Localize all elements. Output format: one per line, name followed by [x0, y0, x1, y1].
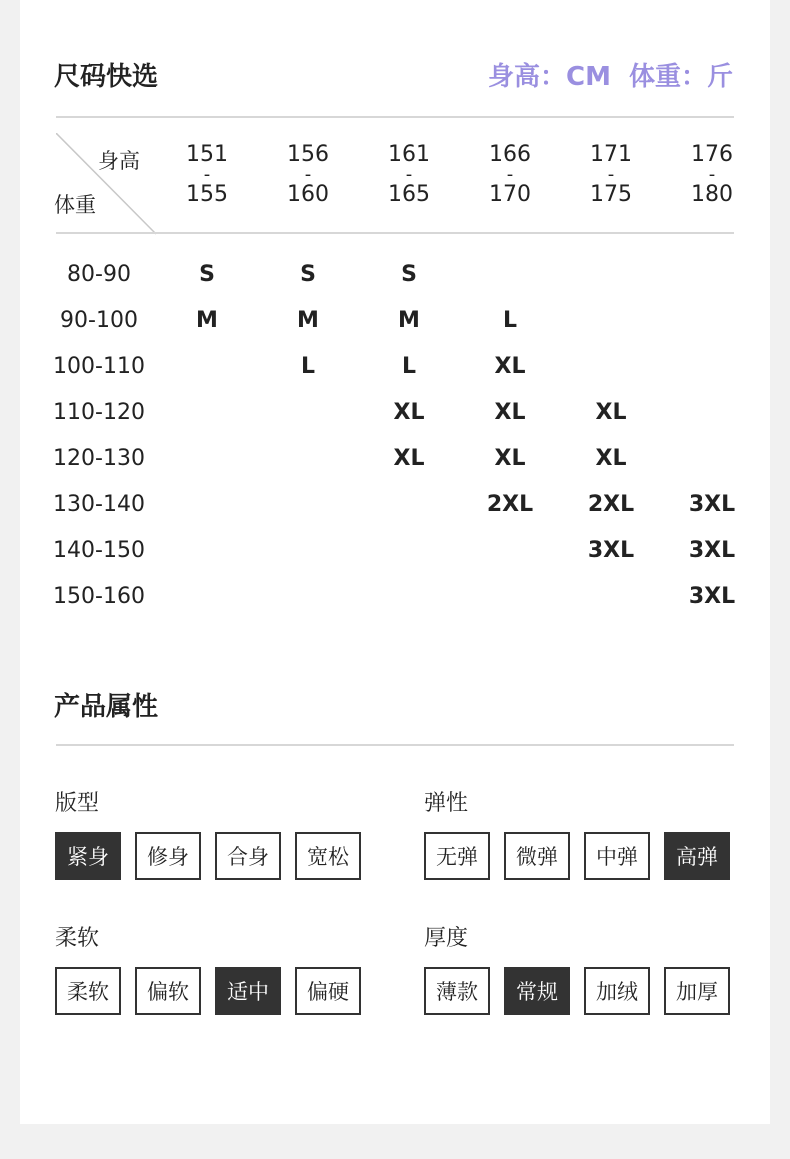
height-column-header	[268, 143, 348, 207]
attribute-option[interactable]: 偏硬	[295, 967, 361, 1015]
height-range-to: 160	[287, 182, 329, 207]
height-range-to: 180	[691, 182, 733, 207]
attribute-option[interactable]: 加绒	[584, 967, 650, 1015]
height-column-header	[571, 143, 651, 207]
size-cell: M	[398, 308, 420, 333]
height-range-sep: -	[405, 164, 413, 185]
size-cell: 3XL	[587, 538, 635, 563]
corner-height-label: 身高	[98, 149, 140, 173]
height-column-header	[672, 143, 752, 207]
weight-range-label: 100-110	[53, 354, 145, 379]
weight-range-label: 110-120	[53, 400, 145, 425]
attribute-option[interactable]: 修身	[135, 832, 201, 880]
attribute-option[interactable]: 薄款	[424, 967, 490, 1015]
height-range-sep: -	[708, 164, 716, 185]
size-cell: 3XL	[688, 538, 736, 563]
attribute-option[interactable]: 中弹	[584, 832, 650, 880]
weight-range-label: 130-140	[53, 492, 145, 517]
height-range-from: 176	[691, 142, 733, 167]
attribute-option[interactable]: 宽松	[295, 832, 361, 880]
height-range-to: 165	[388, 182, 430, 207]
weight-range-label: 80-90	[67, 262, 131, 287]
height-range-sep: -	[506, 164, 514, 185]
height-column-header	[167, 143, 247, 207]
height-unit-label: 身高：CM	[488, 62, 611, 92]
height-column-header	[470, 143, 550, 207]
size-cell: M	[196, 308, 218, 333]
size-cell: XL	[595, 400, 627, 425]
weight-range-label: 140-150	[53, 538, 145, 563]
divider	[56, 744, 734, 746]
attribute-option-selected[interactable]: 常规	[504, 967, 570, 1015]
weight-range-label: 90-100	[60, 308, 138, 333]
size-chart-title: 尺码快选	[54, 62, 159, 92]
weight-range-label: 120-130	[53, 446, 145, 471]
height-range-sep: -	[607, 164, 615, 185]
size-cell: XL	[393, 446, 425, 471]
attribute-option[interactable]: 柔软	[55, 967, 121, 1015]
attribute-label: 版型	[55, 791, 100, 816]
size-cell: L	[401, 354, 417, 379]
size-cell: 3XL	[688, 492, 736, 517]
size-cell: 2XL	[587, 492, 635, 517]
divider	[56, 232, 734, 234]
attribute-option[interactable]: 偏软	[135, 967, 201, 1015]
height-range-to: 155	[186, 182, 228, 207]
size-cell: XL	[494, 354, 526, 379]
product-detail-card	[20, 0, 770, 1124]
height-range-from: 161	[388, 142, 430, 167]
height-column-header	[369, 143, 449, 207]
attribute-label: 弹性	[424, 791, 469, 816]
size-cell: XL	[595, 446, 627, 471]
attribute-option[interactable]: 加厚	[664, 967, 730, 1015]
attribute-option[interactable]: 无弹	[424, 832, 490, 880]
height-range-from: 166	[489, 142, 531, 167]
size-cell: XL	[494, 400, 526, 425]
unit-legend	[488, 56, 733, 93]
height-range-sep: -	[304, 164, 312, 185]
size-cell: L	[502, 308, 518, 333]
size-cell: S	[199, 262, 215, 287]
corner-weight-label: 体重	[54, 193, 96, 217]
attribute-label: 柔软	[55, 926, 100, 951]
size-cell: L	[300, 354, 316, 379]
height-range-sep: -	[203, 164, 211, 185]
height-range-to: 170	[489, 182, 531, 207]
attributes-title: 产品属性	[54, 692, 159, 722]
height-range-from: 156	[287, 142, 329, 167]
size-cell: 2XL	[486, 492, 534, 517]
size-cell: M	[297, 308, 319, 333]
weight-range-label: 150-160	[53, 584, 145, 609]
attribute-option-selected[interactable]: 高弹	[664, 832, 730, 880]
weight-unit-label: 体重：斤	[628, 62, 733, 92]
divider	[56, 116, 734, 118]
size-cell: XL	[393, 400, 425, 425]
attribute-option[interactable]: 微弹	[504, 832, 570, 880]
height-range-to: 175	[590, 182, 632, 207]
size-cell: XL	[494, 446, 526, 471]
attribute-option[interactable]: 合身	[215, 832, 281, 880]
height-range-from: 171	[590, 142, 632, 167]
size-cell: S	[300, 262, 316, 287]
size-cell: 3XL	[688, 584, 736, 609]
height-range-from: 151	[186, 142, 228, 167]
attribute-option-selected[interactable]: 适中	[215, 967, 281, 1015]
attribute-option-selected[interactable]: 紧身	[55, 832, 121, 880]
attribute-label: 厚度	[424, 926, 469, 951]
size-cell: S	[401, 262, 417, 287]
